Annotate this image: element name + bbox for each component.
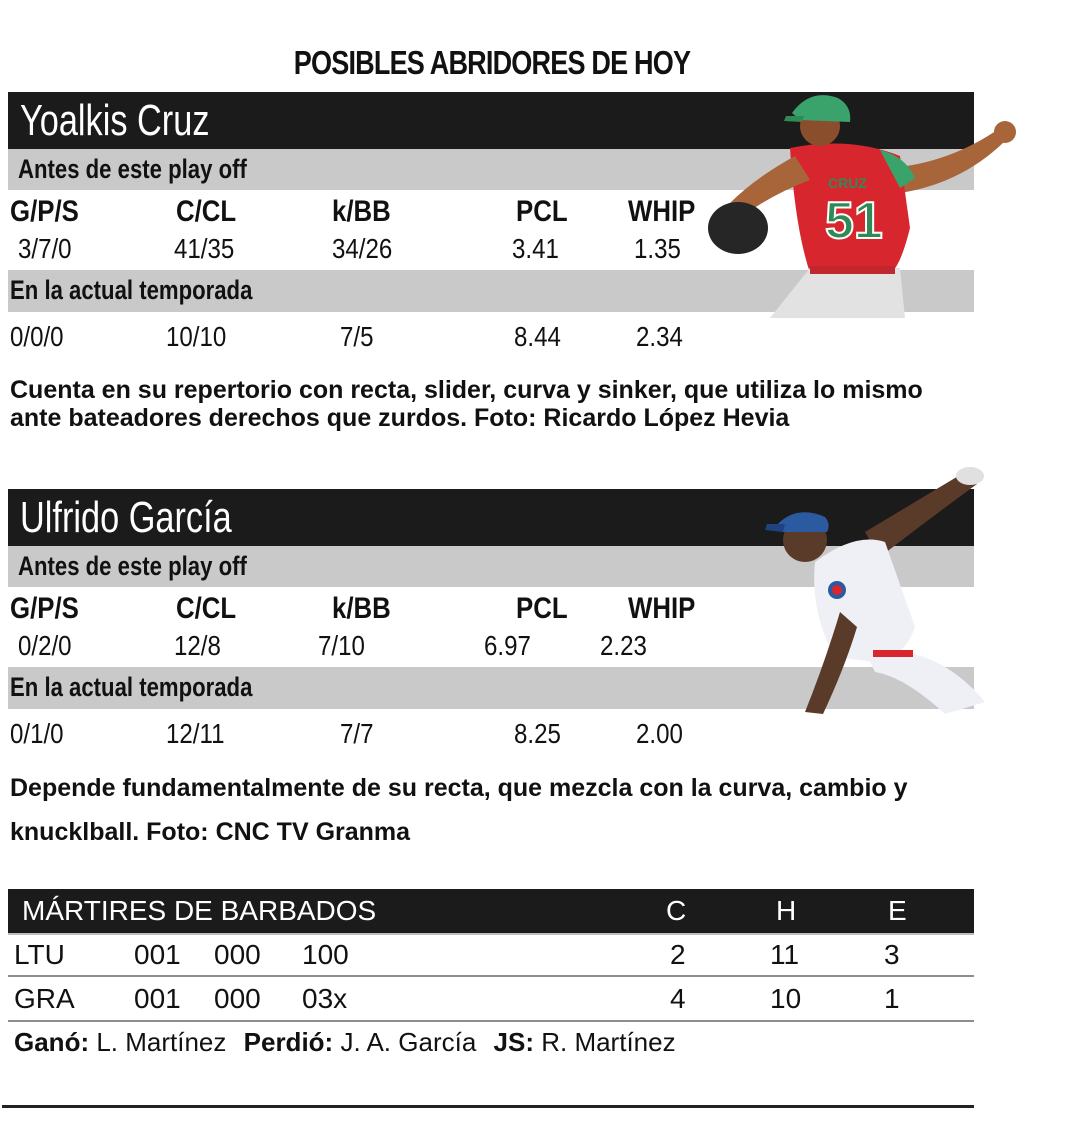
- stat-value: 2.23: [600, 630, 647, 661]
- pitcher-photo-garcia: [765, 462, 990, 714]
- errors-value: 1: [884, 983, 900, 1014]
- stat-value: 7/7: [340, 718, 374, 749]
- pitcher-name: Yoalkis Cruz: [20, 96, 210, 145]
- row-divider: [8, 1020, 974, 1022]
- runs-value: 4: [670, 983, 686, 1014]
- inning-group: 100: [302, 939, 349, 970]
- pitcher-description-garcia: Depende fundamentalmente de su recta, que mezcla con la curva, cambio y knucklball. Foto: CNC TV Granma: [10, 774, 908, 846]
- stat-value: 1.35: [634, 233, 681, 264]
- errors-header: E: [888, 895, 907, 926]
- hits-header: H: [776, 895, 797, 926]
- stat-value: 2.34: [636, 321, 683, 352]
- jersey-name-text: CRUZ: [828, 175, 867, 191]
- errors-value: 3: [884, 939, 900, 970]
- jersey-number-text: 51: [825, 192, 883, 250]
- col-header-pcl: PCL: [516, 592, 568, 625]
- stat-value: 0/1/0: [10, 718, 64, 749]
- current-season-label: En la actual temporada: [10, 275, 253, 305]
- stat-value: 6.97: [484, 630, 531, 661]
- before-playoff-label: Antes de este play off: [18, 154, 247, 184]
- col-header-ccl: C/CL: [176, 592, 237, 625]
- stat-value: 12/11: [166, 718, 225, 749]
- stat-value: 2.00: [636, 718, 683, 749]
- stat-value: 8.44: [514, 321, 561, 352]
- runs-value: 2: [670, 939, 686, 970]
- stat-value: 7/10: [318, 630, 365, 661]
- won-label: Ganó:: [14, 1027, 90, 1057]
- stat-value: 41/35: [174, 233, 235, 264]
- team-name: LTU: [14, 939, 65, 970]
- pitching-credits: [14, 1027, 676, 1058]
- save-label: JS:: [493, 1027, 534, 1057]
- page-headline: POSIBLES ABRIDORES DE HOY: [293, 44, 691, 81]
- pitcher-description-cruz: Cuenta en su repertorio con recta, slider, curva y sinker, que utiliza lo mismo ante bateadores derechos que zurdos. Foto: Ricardo López Hevia: [10, 376, 923, 432]
- hits-value: 11: [770, 939, 800, 970]
- hits-value: 10: [770, 983, 802, 1014]
- col-header-kbb: k/BB: [332, 195, 391, 228]
- col-header-pcl: PCL: [516, 195, 568, 228]
- pitcher-name: Ulfrido García: [20, 493, 232, 542]
- lost-label: Perdió:: [243, 1027, 334, 1057]
- table-row: [8, 979, 974, 1023]
- stat-value: 3.41: [512, 233, 559, 264]
- boxscore-title: MÁRTIRES DE BARBADOS: [22, 895, 377, 926]
- stat-value: 0/2/0: [18, 630, 72, 661]
- inning-group: 001: [134, 939, 181, 970]
- row-divider: [8, 975, 974, 977]
- inning-group: 000: [214, 939, 261, 970]
- col-header-whip: WHIP: [628, 195, 696, 228]
- stat-value: 8.25: [514, 718, 561, 749]
- stat-value: 12/8: [174, 630, 221, 661]
- col-header-gps: G/P/S: [10, 592, 79, 625]
- before-playoff-label: Antes de este play off: [18, 551, 247, 581]
- stat-value: 0/0/0: [10, 321, 64, 352]
- pitcher-photo-cruz: [700, 88, 1030, 318]
- col-header-kbb: k/BB: [332, 592, 391, 625]
- stat-value: 3/7/0: [18, 233, 72, 264]
- stat-value: 10/10: [166, 321, 227, 352]
- col-header-gps: G/P/S: [10, 195, 79, 228]
- boxscore-header: [8, 889, 974, 933]
- save-pitcher: R. Martínez: [541, 1027, 676, 1057]
- table-row: [8, 935, 974, 979]
- footer-rule: [2, 1105, 974, 1108]
- current-season-label: En la actual temporada: [10, 672, 253, 702]
- col-header-whip: WHIP: [628, 592, 696, 625]
- inning-group: 001: [134, 983, 181, 1014]
- team-name: GRA: [14, 983, 75, 1014]
- losing-pitcher: J. A. García: [340, 1027, 477, 1057]
- stat-value: 34/26: [332, 233, 393, 264]
- stat-value: 7/5: [340, 321, 374, 352]
- runs-header: C: [666, 895, 687, 926]
- winning-pitcher: L. Martínez: [96, 1027, 227, 1057]
- inning-group: 000: [214, 983, 261, 1014]
- col-header-ccl: C/CL: [176, 195, 237, 228]
- inning-group: 03x: [302, 983, 348, 1014]
